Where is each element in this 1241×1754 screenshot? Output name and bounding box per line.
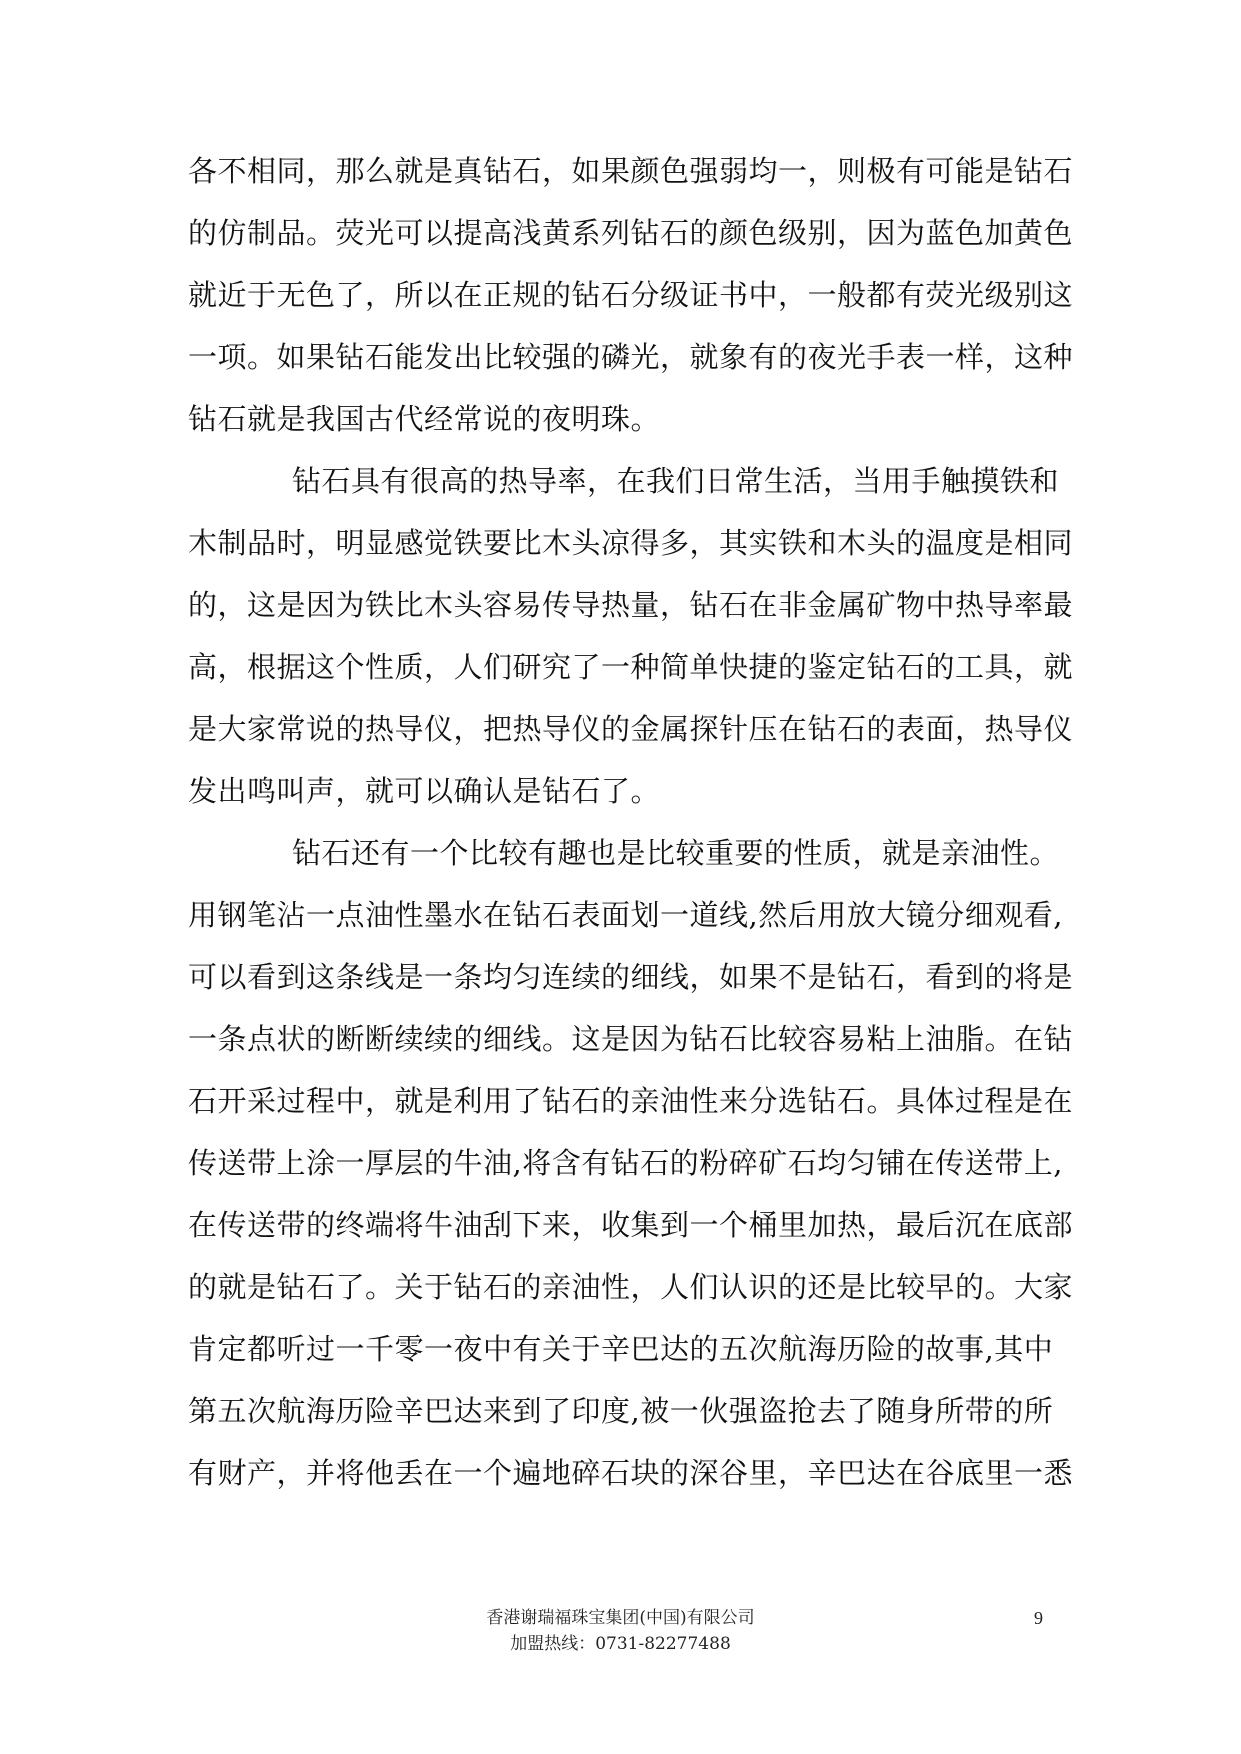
text-line: 钻石还有一个比较有趣也是比较重要的性质，就是亲油性。 (292, 836, 1060, 870)
text-line: 一项。如果钻石能发出比较强的磷光，就象有的夜光手表一样，这种 (188, 340, 1074, 374)
text-line: 可以看到这条线是一条均匀连续的细线，如果不是钻石，看到的将是 (188, 960, 1074, 994)
text-line: 木制品时，明显感觉铁要比木头凉得多，其实铁和木头的温度是相同 (188, 526, 1074, 560)
text-line: 用钢笔沾一点油性墨水在钻石表面划一道线,然后用放大镜分细观看, (188, 898, 1063, 932)
footer-company: 香港谢瑞福珠宝集团(中国)有限公司 (486, 1608, 755, 1628)
text-line: 是大家常说的热导仪，把热导仪的金属探针压在钻石的表面，热导仪 (188, 712, 1074, 746)
page-number: 9 (1034, 1608, 1043, 1628)
text-line: 发出鸣叫声，就可以确认是钻石了。 (188, 774, 661, 808)
page-footer (0, 1605, 1241, 1657)
text-line: 石开采过程中，就是利用了钻石的亲油性来分选钻石。具体过程是在 (188, 1084, 1074, 1118)
text-line: 就近于无色了，所以在正规的钻石分级证书中，一般都有荧光级别这 (188, 278, 1074, 312)
text-line: 的，这是因为铁比木头容易传导热量，钻石在非金属矿物中热导率最 (188, 588, 1074, 622)
body-text (188, 140, 1074, 1504)
text-line: 有财产，并将他丢在一个遍地碎石块的深谷里，辛巴达在谷底里一悉 (188, 1456, 1074, 1490)
text-line: 钻石具有很高的热导率，在我们日常生活，当用手触摸铁和 (292, 464, 1060, 498)
footer-hotline: 加盟热线：0731-82277488 (510, 1634, 731, 1654)
text-line: 肯定都听过一千零一夜中有关于辛巴达的五次航海历险的故事,其中 (188, 1332, 1054, 1366)
text-line: 各不相同，那么就是真钻石，如果颜色强弱均一，则极有可能是钻石 (188, 154, 1074, 188)
text-line: 在传送带的终端将牛油刮下来，收集到一个桶里加热，最后沉在底部 (188, 1208, 1074, 1242)
text-line: 传送带上涂一厚层的牛油,将含有钻石的粉碎矿石均匀铺在传送带上, (188, 1146, 1063, 1180)
text-line: 的仿制品。荧光可以提高浅黄系列钻石的颜色级别，因为蓝色加黄色 (188, 216, 1074, 250)
text-line: 的就是钻石了。关于钻石的亲油性，人们认识的还是比较早的。大家 (188, 1270, 1074, 1304)
text-line: 第五次航海历险辛巴达来到了印度,被一伙强盗抢去了随身所带的所 (188, 1394, 1054, 1428)
text-line: 一条点状的断断续续的细线。这是因为钻石比较容易粘上油脂。在钻 (188, 1022, 1074, 1056)
text-line: 高，根据这个性质，人们研究了一种简单快捷的鉴定钻石的工具，就 (188, 650, 1074, 684)
text-line: 钻石就是我国古代经常说的夜明珠。 (188, 402, 661, 436)
